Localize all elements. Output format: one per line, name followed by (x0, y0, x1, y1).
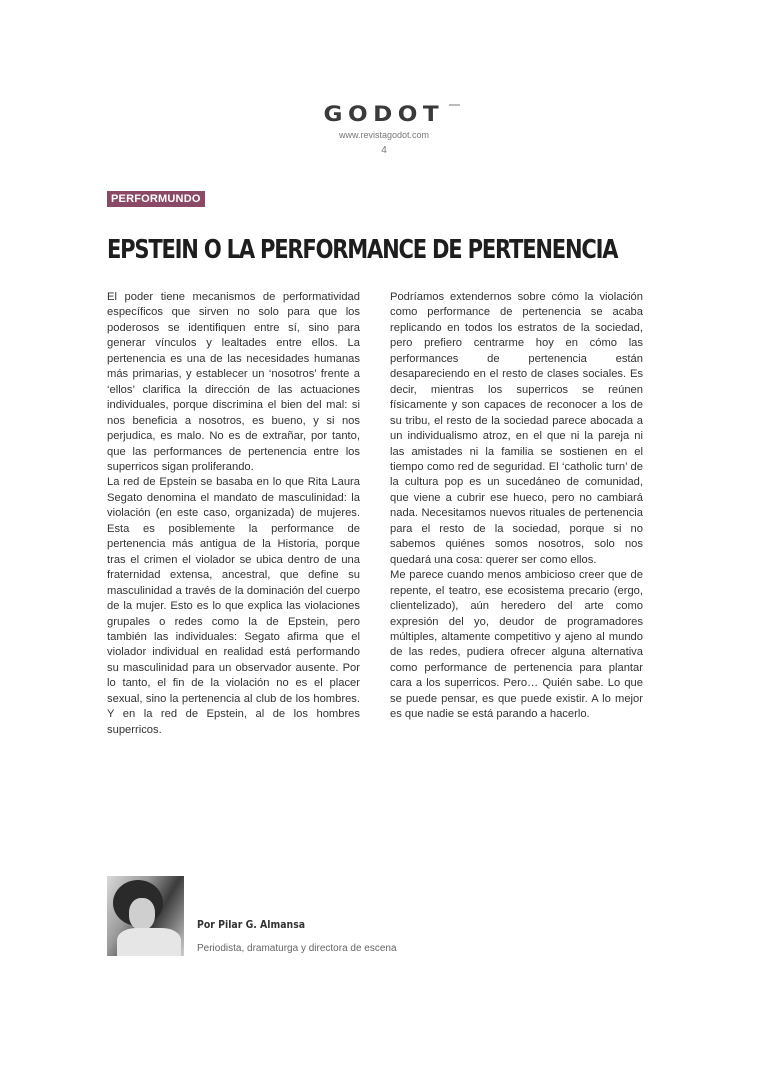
paragraph: Me parece cuando menos ambicioso creer que de repente, el teatro, ese ecosistema precario (ergo, clientelizado), aún heredero del arte como expresión del yo, deudor de programadores múltiples, altamente competitivo y ajeno al mundo de las redes, pudiera ofrecer alguna alternativa como performance de pertenencia para plantar cara a los superricos. Pero… Quién sabe. Lo que se puede pensar, es que puede existir. A lo mejor es que nadie se está parando a hacerlo. (390, 569, 643, 721)
trademark-mark (449, 104, 460, 106)
site-url: www.revistagodot.com (338, 130, 430, 140)
author-byline: Por Pilar G. Almansa (197, 918, 306, 931)
logo-text: GODOT (323, 102, 445, 126)
section-tag: PERFORMUNDO (107, 191, 205, 207)
article-title: EPSTEIN O LA PERFORMANCE DE PERTENENCIA (107, 235, 618, 265)
page-header (0, 102, 768, 157)
paragraph: La red de Epstein se basaba en lo que Rita Laura Segato denomina el mandato de masculinidad: la violación (en este caso, organizada) de mujeres. Esta es posiblemente la performance de pertenencia más antigua de la Historia, porque tras el crimen el violador se ubica dentro de una fraternidad extensa, ancestral, que define su masculinidad a través de la dominación del cuerpo de la mujer. Esto es lo que explica las violaciones grupales o redes como la de Epstein, pero también las individuales: Segato afirma que el violador individual en realidad está performando su masculinidad para un observador ausente. Por lo tanto, el fin de la violación no es el placer sexual, sino la pertenencia al club de los hombres. Y en la red de Epstein, al de los hombres superricos. (107, 476, 360, 736)
author-description: Periodista, dramaturga y directora de escena (197, 943, 397, 954)
paragraph: Podríamos extendernos sobre cómo la violación como performance de pertenencia se acaba replicando en todos los estratos de la sociedad, pero prefiero centrarme hoy en cómo las performances de pertenencia están desapareciendo en el resto de clases sociales. Es decir, mientras los superricos se reúnen físicamente y son capaces de reconocer a los de su tribu, el resto de la sociedad parece abocada a un individualismo atroz, en el que ni la pareja ni las amistades ni la familia se sostienen en el tiempo como red de seguridad. El ‘catholic turn’ de la cultura pop es un sucedáneo de comunidad, que viene a cubrir ese hueco, pero no cambiará nada. Necesitamos nuevos rituales de pertenencia para el resto de la sociedad, porque si no sabemos quiénes somos nosotros, solo nos quedará una cosa: querer ser como ellos. (390, 291, 643, 566)
magazine-logo (324, 102, 445, 126)
text-column-left (107, 290, 360, 738)
paragraph: El poder tiene mecanismos de performatividad específicos que sirven no solo para que los poderosos se identifiquen entre sí, sino para generar vínculos y lealtades entre ellos. La pertenencia es una de las necesidades humanas más primarias, y establecer un ‘nosotros’ frente a ‘ellos’ clarifica la dirección de las actuaciones individuales, porque discrimina el bien del mal: si nos beneficia a nosotros, es bueno, y si nos perjudica, es malo. No es de extrañar, por tanto, que las performances de pertenencia entre los superricos sigan proliferando. (107, 291, 360, 473)
text-column-right (390, 290, 643, 723)
author-photo (107, 876, 184, 956)
page-number: 4 (381, 145, 387, 156)
